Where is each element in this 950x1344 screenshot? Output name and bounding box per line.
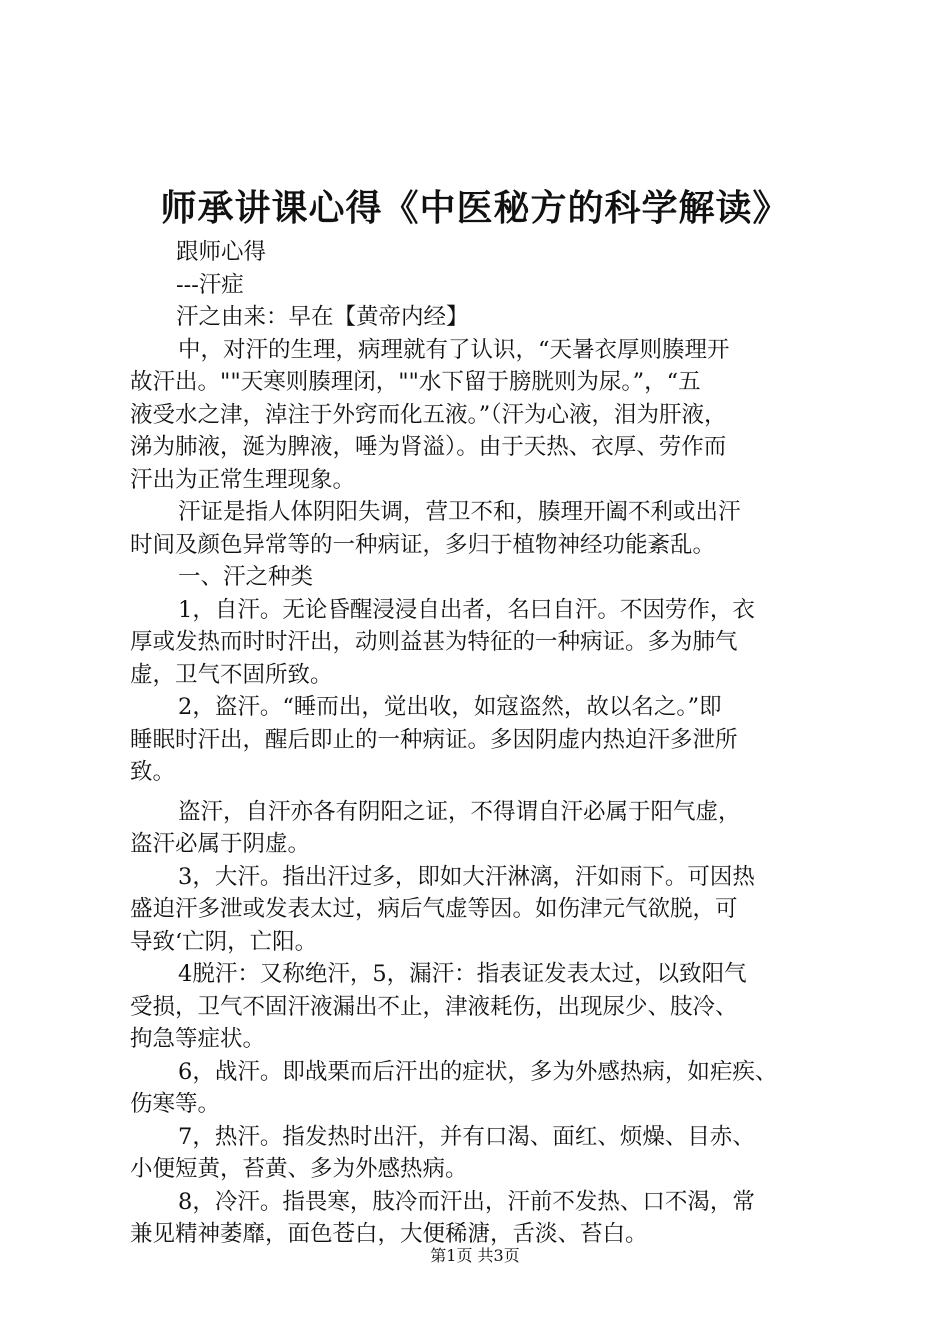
- text-line: ---汗症: [176, 271, 244, 298]
- text-line: 兼见精神萎靡，面色苍白，大便稀溏，舌淡、苔白。: [130, 1221, 648, 1247]
- text-line: 盗汗，自汗亦各有阴阳之证，不得谓自汗必属于阳气虚，: [178, 798, 741, 825]
- text-line: 一、汗之种类: [178, 564, 314, 590]
- text-line: 6，战汗。即战栗而后汗出的症状，多为外感热病，如疟疾、: [178, 1058, 778, 1085]
- text-line: 虚，卫气不固所致。: [130, 661, 333, 688]
- text-line: 涕为肺液，涎为脾液，唾为肾溢）。由于天热、衣厚、劳作而: [130, 434, 727, 460]
- text-line: 4脱汗：又称绝汗，5，漏汗：指表证发表太过，以致阳气: [178, 961, 747, 987]
- text-line: 厚或发热而时时汗出，动则益甚为特征的一种病证。多为肺气: [130, 629, 738, 655]
- text-line: 盗汗必属于阴虚。: [130, 831, 311, 857]
- text-line: 中，对汗的生理，病理就有了认识，“天暑衣厚则腠理开: [178, 336, 730, 363]
- text-line: 2，盗汗。“睡而出，觉出收，如寇盗然，故以名之。”即: [178, 694, 722, 720]
- text-line: 7，热汗。指发热时出汗，并有口渴、面红、烦燥、目赤、: [178, 1123, 755, 1150]
- document-title: 师承讲课心得《中医秘方的科学解读》: [160, 187, 790, 229]
- text-line: 睡眠时汗出，醒后即止的一种病证。多因阴虚内热迫汗多泄所: [130, 726, 738, 753]
- text-line: 液受水之津，淖注于外窍而化五液。”（汗为心液，泪为肝液，: [130, 401, 727, 428]
- text-line: 伤寒等。: [130, 1091, 221, 1117]
- text-line: 1，自汗。无论昏醒浸浸自出者，名曰自汗。不因劳作，衣: [178, 596, 755, 623]
- text-line: 致。: [130, 759, 176, 785]
- text-line: 拘急等症状。: [130, 1026, 266, 1052]
- text-line: 盛迫汗多泄或发表太过，病后气虚等因。如伤津元气欲脱，可: [130, 896, 738, 922]
- text-line: 故汗出。""天寒则腠理闭，""水下留于膀胱则为尿。”，“五: [130, 369, 701, 395]
- page-number: 第1页 共3页: [430, 1246, 520, 1265]
- text-line: 受损，卫气不固汗液漏出不止，津液耗伤，出现尿少、肢冷、: [130, 993, 738, 1020]
- text-line: 8，冷汗。指畏寒，肢冷而汗出，汗前不发热、口不渴，常: [178, 1188, 755, 1215]
- text-line: 小便短黄，苔黄、多为外感热病。: [130, 1156, 468, 1182]
- text-line: 3，大汗。指出汗过多，即如大汗淋漓，汗如雨下。可因热: [178, 863, 755, 890]
- text-line: 汗之由来：早在【黄帝内经】: [176, 304, 469, 330]
- text-line: 时间及颜色异常等的一种病证，多归于植物神经功能紊乱。: [130, 531, 716, 558]
- text-line: 汗出为正常生理现象。: [130, 466, 356, 493]
- text-line: 导致‘亡阴，亡阳。: [130, 928, 318, 955]
- document-body: [130, 236, 830, 1251]
- text-line: 跟师心得: [176, 239, 267, 265]
- text-line: 汗证是指人体阴阳失调，营卫不和，腠理开阖不利或出汗: [178, 499, 741, 525]
